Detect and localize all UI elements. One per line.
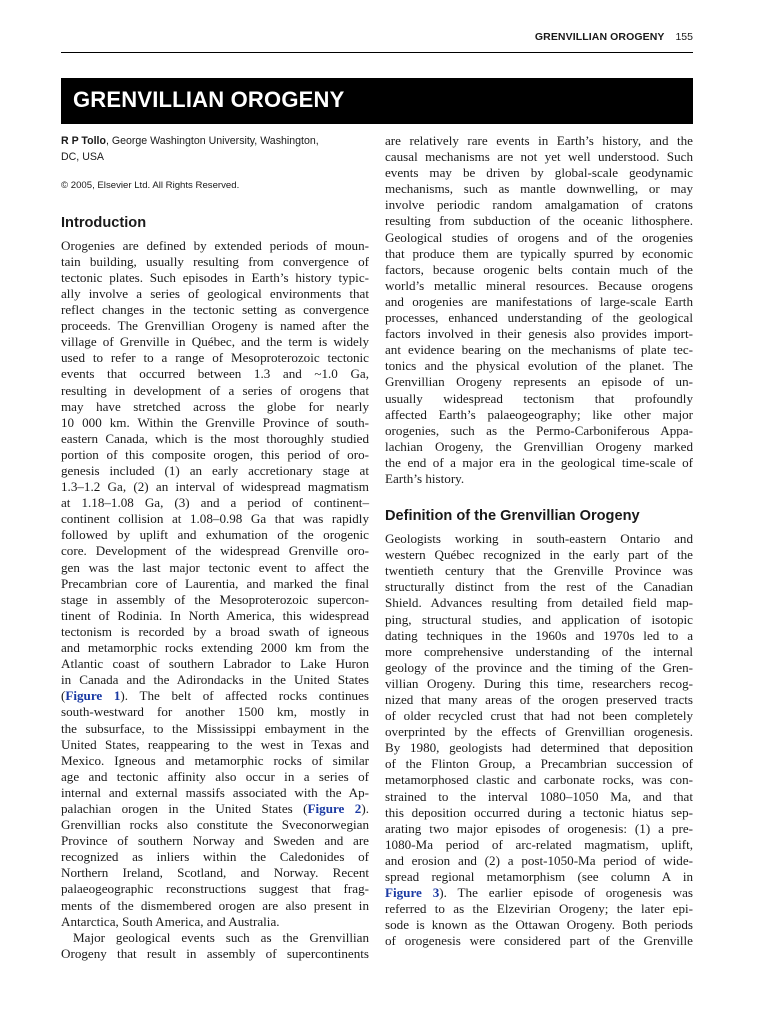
- text-line: 1080-Ma period of arc-related magmatism, uplift,: [385, 836, 693, 852]
- text-line: world’s metallic mineral resources. Because orogens: [385, 277, 693, 293]
- figure-2-link[interactable]: Figure 2: [307, 800, 362, 816]
- text-line: nized that many areas of the orogen preserved tracts: [385, 692, 693, 707]
- text-line: factors involved in their genesis also provides import-: [385, 326, 693, 342]
- text-line: involve periodic random amalgamation of cratons: [385, 197, 693, 213]
- text-line: affected Earth’s palaeogeography; like other major: [385, 406, 693, 422]
- text-line: By 1980, geologists had determined that deposition: [385, 740, 693, 756]
- author-affiliation-cont: DC, USA: [61, 150, 104, 163]
- introduction-paragraph-2: [61, 930, 369, 962]
- text-line: ping, structural studies, and application of isotopic: [385, 611, 693, 627]
- text-line: Precambrian core of Laurentia, and marked the final: [61, 575, 369, 591]
- header-rule: [61, 52, 693, 53]
- figure-2-line: palachian orogen in the United States (Figure 2).: [61, 800, 369, 816]
- text-line: ments of the dismembered orogen are also present in: [61, 897, 369, 913]
- text-line: causal mechanisms are not yet well understood. Such: [385, 149, 693, 165]
- article-title-bar: [61, 78, 693, 124]
- text-line: Major geological events such as the Grenvillian: [73, 929, 369, 945]
- text-line: metamorphosed clastic and carbonate rocks, was con-: [385, 772, 693, 788]
- text-line: may have stretched across the globe for nearly: [61, 398, 369, 414]
- author-affiliation: , George Washington University, Washington,: [105, 135, 319, 147]
- text-line: Province of southern Norway and Sweden and are: [61, 833, 369, 849]
- introduction-paragraph-1-end: [61, 817, 369, 930]
- text-line: usually widespread tectonism that profoundly: [385, 390, 693, 406]
- text-line: mechanisms, such as mantle downwelling, or may: [385, 181, 693, 197]
- text-line: at 1.18–1.08 Ga, (3) and a period of continent–: [61, 495, 369, 511]
- text-line: arating two major episodes of orogenesis: (1) a pre-: [385, 820, 693, 836]
- text-line: stage in assembly of the Mesoproterozoic supercon-: [61, 591, 369, 607]
- text-line: Mexico. Igneous and metamorphic rocks of similar: [61, 752, 369, 768]
- text-line: 10 000 km. Within the Grenville Province of south-: [61, 414, 369, 430]
- text-line: Shield. Advances resulting from detailed field map-: [385, 595, 693, 611]
- text-line: that produce them are typically spurred by economic: [385, 245, 693, 261]
- text-line: western Québec recognized in the early part of the: [385, 547, 693, 563]
- definition-paragraph-1: [385, 531, 693, 885]
- text-line: events that occurred between 1.3 and ~1.0 Ga,: [61, 366, 369, 382]
- text-line: and orogenies are manifestations of large-scale Earth: [385, 293, 693, 309]
- text-line: village of Grenville in Québec, and the term is widely: [61, 334, 369, 350]
- figure-1-link[interactable]: Figure 1: [65, 688, 121, 704]
- text-line: tinent of Rodinia. In North America, this widespread: [61, 607, 369, 623]
- text-line: Grenvillian rocks also constitute the Sveconorwegian: [61, 817, 369, 833]
- introduction-paragraph-2-cont: [385, 133, 693, 487]
- text-line: the end of a major era in the geological time-scale of: [385, 454, 693, 470]
- text-line: orogenies, such as the Permo-Carboniferous Appa-: [385, 422, 693, 438]
- text-line: spread regional metamorphism (see column A in: [385, 869, 693, 885]
- text-line: lachian Orogeny, the Grenvillian Orogeny marked: [385, 438, 693, 454]
- text-line: resulting in development of a series of orogens that: [61, 382, 369, 398]
- text-line: United States, reappearing to the west in Texas and: [61, 736, 369, 752]
- text-line: internal and external massifs associated with the Ap-: [61, 784, 369, 800]
- text-line: are relatively rare events in Earth’s history, and the: [385, 133, 693, 148]
- figure-1-line: (Figure 1). The belt of affected rocks continues: [61, 688, 369, 704]
- text-line: Geological studies of orogens and of the orogenies: [385, 229, 693, 245]
- text-line: south-westward for another 1500 km, mostly in: [61, 704, 369, 720]
- author-name: R P Tollo: [61, 135, 106, 147]
- text-line: portion of this composite orogen, this period of oro-: [61, 446, 369, 462]
- left-column: [61, 134, 369, 962]
- text-line: of older recycled crust that had not been completely: [385, 708, 693, 724]
- text-line: Geologists working in south-eastern Ontario and: [385, 531, 693, 547]
- figure-3-line: Figure 3). The earlier episode of orogenesis was: [385, 885, 693, 901]
- text-line: Grenvillian Orogeny represents an episode of un-: [385, 374, 693, 390]
- text-line: twentieth century that the Grenville Province was: [385, 563, 693, 579]
- text-line: strained to the interval 1080–1050 Ma, and that: [385, 788, 693, 804]
- text-line: tectonic plates. Such episodes in Earth’s history typic-: [61, 269, 369, 285]
- text-line: of orogenesis were considered part of the Grenville: [385, 933, 693, 949]
- author-block: [61, 134, 369, 166]
- text-line: dating techniques in the 1960s and 1970s led to a: [385, 627, 693, 643]
- page-number: 155: [675, 31, 693, 43]
- text-line: gen was the last major tectonic event to affect the: [61, 559, 369, 575]
- definition-heading: Definition of the Grenvillian Orogeny: [385, 508, 640, 525]
- text-line: Antarctica, South America, and Australia.: [61, 913, 280, 929]
- text-line: villian Orogeny. During this time, researchers recog-: [385, 675, 693, 691]
- text-line: Northern Ireland, Scotland, and Norway. Recent: [61, 865, 369, 881]
- text-line: processes, enhanced understanding of the geological: [385, 310, 693, 326]
- text-line: structurally distinct from the rest of the Canadian: [385, 579, 693, 595]
- right-column: [385, 133, 693, 950]
- text-line: sode is known as the Ottawan Orogeny. Both periods: [385, 917, 693, 933]
- figure-3-link[interactable]: Figure 3: [385, 885, 440, 901]
- text-line: events may be driven by global-scale geodynamic: [385, 165, 693, 181]
- text-line: genesis included (1) an early accretionary stage at: [61, 463, 369, 478]
- text-line: tonics and the physical evolution of the planet. The: [385, 358, 693, 374]
- text-line: eastern Canada, which is the most thoroughly studied: [61, 430, 369, 446]
- introduction-paragraph-1-cont: [61, 704, 369, 801]
- text-line: Earth’s history.: [385, 470, 465, 486]
- text-line: Orogenies are defined by extended periods of moun-: [61, 237, 369, 253]
- running-head: [61, 31, 693, 51]
- definition-paragraph-1-cont: [385, 901, 693, 949]
- text-line: and metamorphic rocks extending 2000 km from the: [61, 640, 369, 656]
- text-line: Orogeny that result in assembly of supercontinents: [61, 945, 369, 961]
- article-title: GRENVILLIAN OROGENY: [73, 87, 345, 112]
- text-line: overprinted by the effects of Grenvillian orogenesis.: [385, 724, 693, 740]
- text-line: proceeds. The Grenvillian Orogeny is named after the: [61, 318, 369, 334]
- text-line: tain building, usually resulting from convergence of: [61, 253, 369, 269]
- text-line: continent collision at 1.08–0.98 Ga that was rapidly: [61, 511, 369, 527]
- running-head-title: GRENVILLIAN OROGENY: [534, 31, 665, 43]
- text-line: followed by uplift and exhumation of the orogenic: [61, 527, 369, 543]
- text-line: resulting from subduction of the oceanic lithosphere.: [385, 213, 693, 229]
- text-line: more comprehensive understanding of the internal: [385, 643, 693, 659]
- text-line: geology of the province and the timing of the Gren-: [385, 659, 693, 675]
- text-line: core. Development of the widespread Grenville oro-: [61, 543, 369, 559]
- text-line: ally involve a series of geological environments that: [61, 285, 369, 301]
- text-line: the subsurface, to the Mississippi embayment in the: [61, 720, 369, 736]
- text-line: ant evidence bearing on the mechanisms of plate tec-: [385, 342, 693, 358]
- text-line: in Canada and the Adirondacks in the United States: [61, 672, 369, 688]
- text-line: age and tectonic affinity also occur in a series of: [61, 768, 369, 784]
- introduction-heading: Introduction: [61, 214, 147, 231]
- text-line: recognized as inliers within the Caledonides of: [61, 849, 369, 865]
- text-line: reflect changes in the tectonic setting as convergence: [61, 302, 369, 318]
- text-line: used to refer to a range of Mesoproterozoic tectonic: [61, 350, 369, 366]
- text-line: 1.3–1.2 Ga, (2) an interval of widespread magmatism: [61, 479, 369, 495]
- text-line: of the Flinton Group, a Precambrian succession of: [385, 756, 693, 772]
- text-line: referred to as the Elzevirian Orogeny; the later epi-: [385, 901, 693, 917]
- text-line: tectonism is recorded by a broad swath of igneous: [61, 623, 369, 639]
- text-line: factors, because orogenic belts contain much of the: [385, 261, 693, 277]
- text-line: Atlantic coast of southern Labrador to Lake Huron: [61, 656, 369, 672]
- introduction-paragraph-1: [61, 238, 369, 689]
- text-line: palaeogeographic reconstructions suggest that frag-: [61, 881, 369, 897]
- copyright-notice: © 2005, Elsevier Ltd. All Rights Reserved.: [61, 179, 240, 191]
- text-line: this deposition occurred during a tectonic hiatus sep-: [385, 804, 693, 820]
- text-line: and erosion and (2) a post-1050-Ma period of wide-: [385, 852, 693, 868]
